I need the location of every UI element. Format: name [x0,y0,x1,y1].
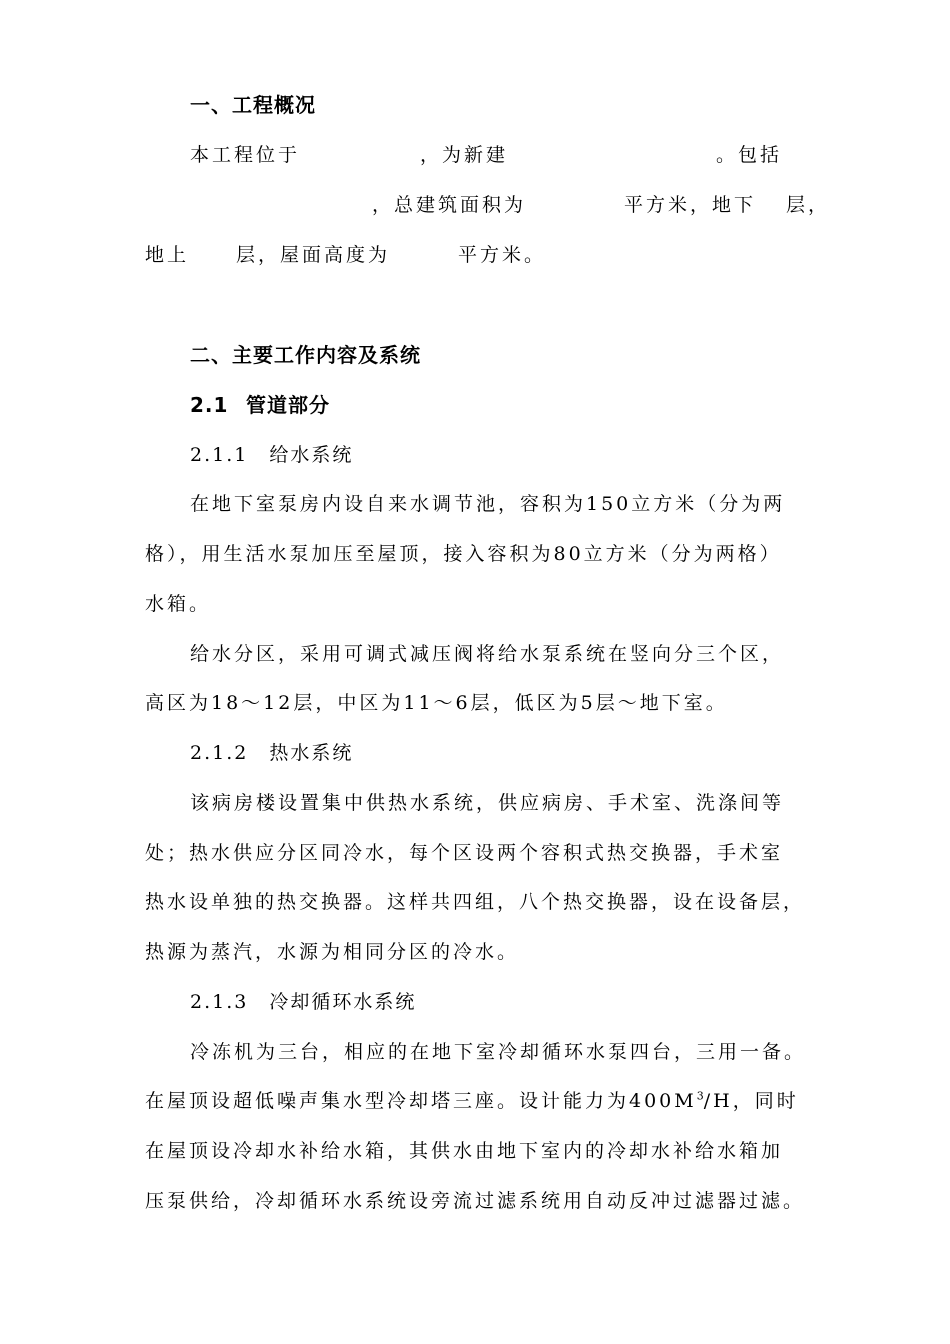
paragraph-line: 在屋顶设冷却水补给水箱，其供水由地下室内的冷却水补给水箱加 [145,1140,784,1162]
paragraph-line: 该病房楼设置集中供热水系统，供应病房、手术室、洗涤间等 [190,792,785,814]
paragraph-line: 在地下室泵房内设自来水调节池，容积为150立方米（分为两 [190,493,786,515]
section-1-heading: 一、工程概况 [190,93,316,117]
s1-line2-part-c: 层， [786,194,831,216]
s1-line2-part-a: ，总建筑面积为 [372,194,527,216]
paragraph-line: 压泵供给，冷却循环水系统设旁流过滤系统用自动反冲过滤器过滤。 [145,1190,806,1212]
s1-line2-part-b: 平方米，地下 [624,194,757,216]
subsection-2-1-2-heading: 2.1.2 热水系统 [190,742,354,764]
s1-line3-part-b: 层，屋面高度为 [236,244,391,266]
subsection-2-1-number: 2.1 [190,393,229,417]
paragraph-line: 处；热水供应分区同冷水，每个区设两个容积式热交换器，手术室 [145,842,784,864]
paragraph-line: 热源为蒸汽，水源为相同分区的冷水。 [145,941,520,963]
paragraph-line: 格），用生活水泵加压至屋顶，接入容积为80立方米（分为两格） [145,543,782,565]
s1-line3-part-c: 平方米。 [458,244,547,266]
paragraph-line: 热水设单独的热交换器。这样共四组，八个热交换器，设在设备层， [145,891,806,913]
subsection-2-1-3-heading: 2.1.3 冷却循环水系统 [190,991,417,1013]
paragraph-line: 水箱。 [145,593,212,615]
paragraph-line-with-superscript [145,1088,799,1114]
s1-line3-part-a: 地上 [145,244,190,266]
paragraph-line: 冷冻机为三台，相应的在地下室冷却循环水泵四台，三用一备。 [190,1041,807,1063]
paragraph-text: /H，同时 [703,1090,799,1112]
subsection-2-1-title: 管道部分 [246,393,330,417]
superscript-exponent: 3 [696,1089,704,1103]
section-2-heading: 二、主要工作内容及系统 [190,343,421,367]
paragraph-line: 高区为18～12层，中区为11～6层，低区为5层～地下室。 [145,692,728,714]
subsection-2-1-1-heading: 2.1.1 给水系统 [190,444,354,466]
s1-line1-part-a: 本工程位于 [190,144,301,166]
s1-line1-part-c: 。包括 [716,144,783,166]
paragraph-line: 给水分区，采用可调式减压阀将给水泵系统在竖向分三个区， [190,643,785,665]
s1-line1-part-b: ，为新建 [420,144,509,166]
paragraph-text: 在屋顶设超低噪声集水型冷却塔三座。设计能力为400M [145,1090,697,1112]
